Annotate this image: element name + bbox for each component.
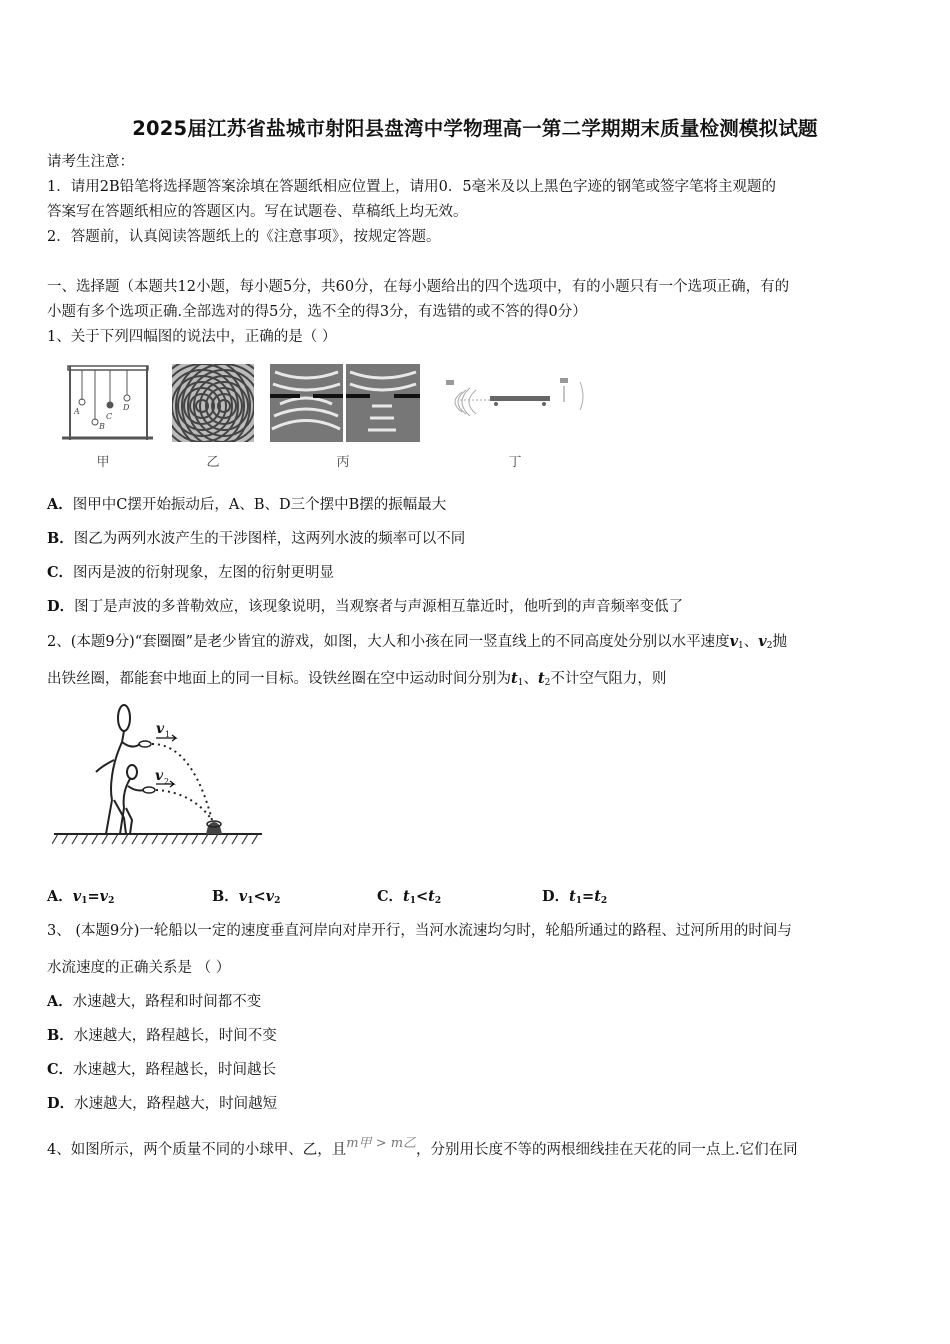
q2-option-d-sub2: 2	[600, 896, 608, 906]
q2-sep: 、	[743, 634, 759, 650]
q2-stem-line-2	[47, 669, 666, 693]
q1-option-a	[47, 495, 446, 515]
q1-option-c-text: 图丙是波的衍射现象，左图的衍射更明显	[73, 565, 335, 581]
q1-option-c	[47, 563, 334, 583]
q2-option-c-op: <	[416, 888, 429, 905]
q1-figure-label-jia: 甲	[96, 455, 110, 470]
q1-option-b-text: 图乙为两列水波产生的干涉图样，这两列水波的频率可以不同	[73, 531, 466, 547]
pendulum-label-a: A	[74, 407, 80, 416]
q2-option-c-sub2: 2	[434, 896, 442, 906]
q3-option-a-key: A．	[47, 993, 73, 1010]
q3-option-a-text: 水速越大，路程和时间都不变	[72, 994, 262, 1010]
q2-option-c-key: C．	[377, 888, 404, 905]
q1-option-a-text: 图甲中C摆开始振动后，A、B、D三个摆中B摆的振幅最大	[72, 497, 447, 513]
q2-option-b-op: <	[253, 888, 266, 905]
q3-option-b-key: B．	[47, 1027, 74, 1044]
q3-option-c-key: C．	[47, 1061, 74, 1078]
q2-option-a-key: A．	[47, 888, 73, 905]
q1-figure-ding	[440, 372, 590, 422]
q2-var-t2-sub: 2	[544, 678, 551, 688]
q2-option-a-op: =	[87, 888, 100, 905]
section-1-line-2: 小题有多个选项正确.全部选对的得5分，选不全的得3分，有选错的或不答的得0分）	[47, 304, 587, 320]
q2-stem-end-2: 不计空气阻力，则	[550, 671, 667, 687]
q3-option-d-text: 水速越大，路程越大，时间越短	[74, 1096, 278, 1112]
q2-option-d	[542, 887, 607, 911]
q2-option-d-sub1: 1	[575, 896, 583, 906]
q2-option-a-sub1: 1	[81, 896, 88, 906]
q2-option-a	[47, 887, 114, 911]
q2-option-d-op: =	[582, 888, 595, 905]
q2-option-a-sub2: 2	[108, 896, 115, 906]
q4-stem-text-2: ，分别用长度不等的两根细线挂在天花的同一点上.它们在同	[416, 1142, 798, 1158]
q2-stem-end: 抛	[772, 634, 787, 650]
q2-option-d-key: D．	[542, 888, 570, 905]
q3-option-c-text: 水速越大，路程越长，时间越长	[73, 1062, 277, 1078]
q2-var-v2-sub: 2	[766, 641, 773, 651]
q2-option-a-var2: v	[99, 888, 109, 905]
q2-figure-v2-label: v	[155, 768, 164, 784]
q1-option-b	[47, 529, 465, 549]
q2-var-t2: t	[537, 670, 545, 687]
section-1-line-1: 一、选择题（本题共12小题，每小题5分，共60分，在每小题给出的四个选项中，有的小题只有一个选项正确，有的	[47, 279, 790, 295]
pendulum-label-b: B	[99, 422, 105, 431]
q4-stem-line-1	[47, 1136, 798, 1160]
notice-item-2: 2．答题前，认真阅读答题纸上的《注意事项》，按规定答题。	[47, 229, 441, 245]
q4-stem-text: 4、如图所示，两个质量不同的小球甲、乙，且	[47, 1142, 347, 1158]
notice-heading: 请考生注意：	[47, 154, 134, 170]
pendulum-label-d: D	[123, 403, 130, 412]
notice-item-1-line-2: 答案写在答题纸相应的答题区内。写在试题卷、草稿纸上均无效。	[47, 204, 468, 220]
q3-option-b	[47, 1026, 277, 1046]
q1-option-d	[47, 597, 683, 617]
q1-figure-jia	[60, 362, 155, 444]
q1-option-c-key: C．	[47, 564, 74, 581]
q1-figure-label-bing: 丙	[336, 455, 350, 470]
q2-var-v2: v	[758, 633, 767, 650]
q2-stem-text: 2、(本题9分)“套圈圈”是老少皆宜的游戏，如图，大人和小孩在同一竖直线上的不同高度处分别以水平速度	[47, 634, 730, 650]
q2-option-d-var1: t	[569, 888, 576, 905]
q3-option-d-key: D．	[47, 1095, 75, 1112]
q3-stem-line-2: 水流速度的正确关系是 （ ）	[47, 960, 231, 976]
q2-option-c-sub1: 1	[409, 896, 417, 906]
page-title: 2025届江苏省盐城市射阳县盘湾中学物理高一第二学期期末质量检测模拟试题	[132, 117, 818, 140]
q2-option-b-key: B．	[212, 888, 239, 905]
q2-var-t1-sub: 1	[517, 678, 524, 688]
q2-figure-v1-label: v	[156, 721, 165, 737]
q2-stem-text-2: 出铁丝圈，都能套中地面上的同一目标。设铁丝圈在空中运动时间分别为	[47, 671, 511, 687]
q2-option-b-var2: v	[265, 888, 275, 905]
q3-stem-line-1: 3、 (本题9分)一轮船以一定的速度垂直河岸向对岸开行，当河水流速均匀时，轮船所通过的路程、过河所用的时间与	[47, 923, 792, 939]
q1-figure-label-yi: 乙	[206, 455, 220, 470]
q3-option-d	[47, 1094, 277, 1114]
q2-sep-2: 、	[523, 671, 538, 687]
q3-option-a	[47, 992, 261, 1012]
q1-option-d-key: D．	[47, 598, 75, 615]
q2-option-c-var2: t	[428, 888, 435, 905]
q2-figure-v1-sub: 1	[165, 730, 171, 739]
q2-option-b-sub1: 1	[247, 896, 254, 906]
pendulum-label-c: C	[106, 412, 113, 421]
q2-var-v1: v	[729, 633, 739, 650]
q1-stem: 1、关于下列四幅图的说法中，正确的是（ ）	[47, 329, 337, 345]
q1-figure-bing	[270, 364, 420, 442]
q2-figure-ring-toss	[52, 700, 266, 850]
q2-var-t1: t	[511, 670, 518, 687]
notice-item-1-line-1: 1．请用2B铅笔将选择题答案涂填在答题纸相应位置上，请用0．5毫米及以上黑色字迹的钢笔或签字笔将主观题的	[47, 179, 777, 195]
q2-stem-line-1	[47, 632, 787, 656]
q1-figure-label-ding: 丁	[508, 455, 522, 470]
q2-option-b-sub2: 2	[274, 896, 281, 906]
q2-option-c	[377, 887, 441, 911]
q2-var-v1-sub: 1	[738, 641, 744, 651]
q2-figure-v2-sub: 2	[164, 777, 170, 786]
q1-option-a-key: A．	[47, 496, 73, 513]
q3-option-c	[47, 1060, 276, 1080]
q1-figure-yi	[172, 364, 254, 442]
q2-option-d-var2: t	[594, 888, 601, 905]
q2-option-a-var1: v	[72, 888, 82, 905]
q2-option-b	[212, 887, 280, 911]
q3-option-b-text: 水速越大，路程越长，时间不变	[73, 1028, 277, 1044]
q4-mass-inequality: m甲 > m乙	[346, 1136, 417, 1151]
q2-option-b-var1: v	[238, 888, 248, 905]
q1-option-d-text: 图丁是声波的多普勒效应，该现象说明，当观察者与声源相互靠近时，他听到的声音频率变低了	[74, 599, 684, 615]
q2-option-c-var1: t	[403, 888, 410, 905]
q1-option-b-key: B．	[47, 530, 74, 547]
